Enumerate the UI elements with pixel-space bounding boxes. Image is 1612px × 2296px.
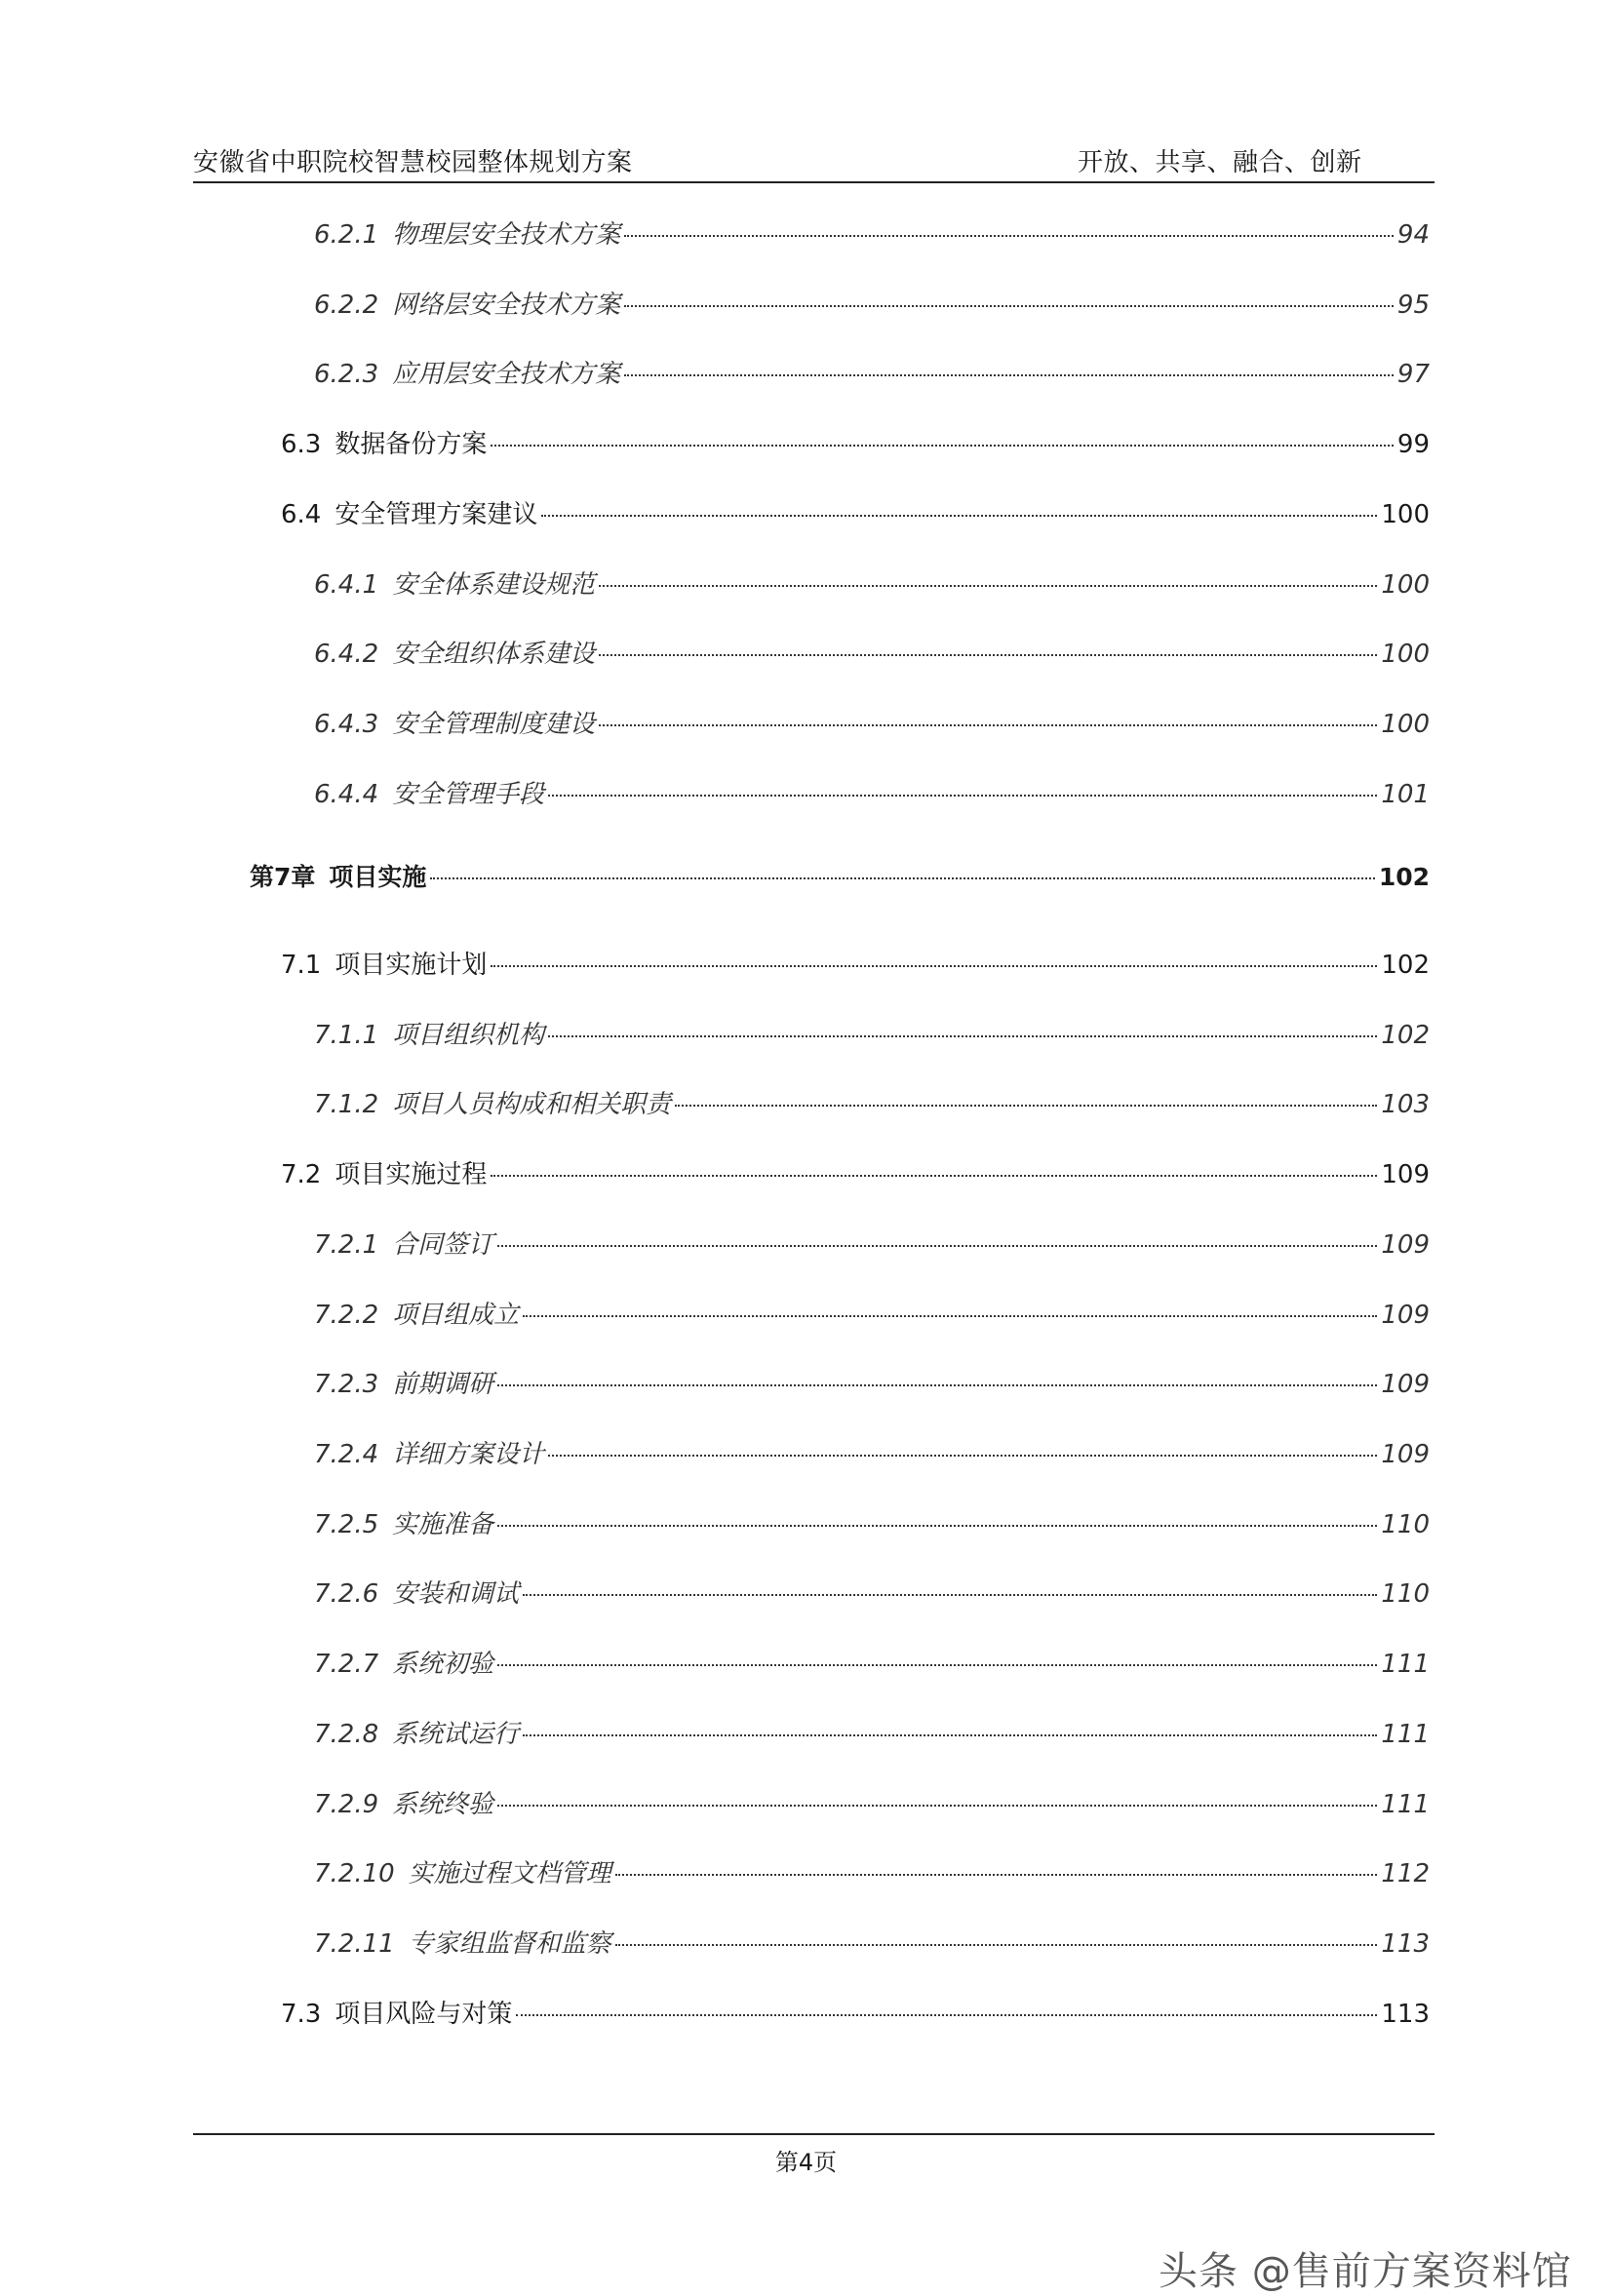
toc-entry-number: 第7章: [250, 863, 316, 891]
toc-entry-page: 102: [1381, 951, 1430, 980]
toc-entry-number: 7.2.10: [314, 1859, 395, 1888]
toc-entry[interactable]: [314, 1225, 1430, 1264]
footer-page-number: 第4页: [774, 2149, 838, 2176]
toc-entry-page: 113: [1381, 2000, 1430, 2029]
toc-entry-page: 97: [1396, 360, 1430, 389]
toc-dot-leader: [599, 724, 1377, 726]
toc-entry-number: 7.2: [281, 1160, 322, 1189]
toc-entry-page: 109: [1381, 1301, 1430, 1330]
toc-dot-leader: [548, 795, 1377, 797]
toc-entry[interactable]: [281, 494, 1430, 533]
toc-entry-number: 7.2.6: [314, 1579, 379, 1609]
footer-divider: [193, 2133, 1435, 2135]
toc-entry-title: 实施准备: [392, 1510, 494, 1539]
toc-entry-number: 6.4.4: [314, 780, 379, 809]
toc-entry-title: 专家组监督和监察: [408, 1929, 611, 1959]
toc-entry-number: 7.2.9: [314, 1790, 379, 1819]
toc-entry-title: 项目组织机构: [392, 1021, 545, 1050]
toc-entry-page: 110: [1381, 1510, 1430, 1539]
toc-entry[interactable]: [314, 634, 1430, 673]
toc-entry-title: 项目组成立: [392, 1301, 520, 1330]
toc-entry-page: 102: [1378, 863, 1430, 891]
toc-entry-page: 109: [1381, 1440, 1430, 1469]
toc-entry-page: 109: [1381, 1160, 1430, 1189]
toc-entry[interactable]: [314, 1853, 1430, 1892]
toc-dot-leader: [497, 1664, 1377, 1666]
toc-entry-page: 100: [1381, 710, 1430, 739]
toc-entry-number: 7.2.5: [314, 1510, 379, 1539]
toc-dot-leader: [541, 515, 1377, 517]
toc-entry-page: 102: [1381, 1021, 1430, 1050]
toc-entry-page: 100: [1381, 500, 1430, 529]
toc-entry-number: 6.2.1: [314, 220, 379, 250]
toc-entry-number: 6.2.3: [314, 360, 379, 389]
toc-dot-leader: [599, 585, 1377, 587]
toc-entry[interactable]: [314, 1295, 1430, 1334]
toc-dot-leader: [491, 445, 1394, 447]
toc-dot-leader: [430, 877, 1374, 879]
toc-entry[interactable]: [281, 1154, 1430, 1193]
toc-entry[interactable]: [250, 858, 1430, 897]
toc-entry-page: 101: [1381, 780, 1430, 809]
toc-dot-leader: [548, 1455, 1377, 1457]
toc-entry-title: 安装和调试: [392, 1579, 520, 1609]
toc-entry-page: 94: [1396, 220, 1430, 250]
toc-entry-page: 99: [1396, 430, 1430, 459]
toc-entry[interactable]: [281, 424, 1430, 463]
toc-entry[interactable]: [314, 1714, 1430, 1753]
toc-entry-page: 111: [1381, 1720, 1430, 1749]
toc-dot-leader: [599, 654, 1377, 656]
toc-entry-number: 6.2.2: [314, 291, 379, 320]
toc-dot-leader: [624, 374, 1394, 376]
toc-entry-title: 物理层安全技术方案: [392, 220, 621, 250]
toc-dot-leader: [615, 1874, 1378, 1876]
watermark: 头条 @售前方案资料馆: [1159, 2249, 1572, 2294]
toc-entry-title: 项目人员构成和相关职责: [392, 1090, 672, 1119]
toc-entry-title: 应用层安全技术方案: [392, 360, 621, 389]
toc-dot-leader: [491, 1175, 1377, 1177]
toc-entry[interactable]: [314, 1015, 1430, 1054]
toc-entry[interactable]: [314, 354, 1430, 393]
toc-dot-leader: [523, 1594, 1377, 1596]
toc-entry-title: 系统初验: [392, 1650, 494, 1679]
toc-entry[interactable]: [281, 1994, 1430, 2033]
toc-entry-number: 7.1.1: [314, 1021, 379, 1050]
toc-entry-page: 103: [1381, 1090, 1430, 1119]
toc-entry[interactable]: [314, 1364, 1430, 1403]
toc-entry-number: 6.4.3: [314, 710, 379, 739]
toc-entry-title: 安全管理方案建议: [334, 500, 538, 529]
toc-entry[interactable]: [314, 214, 1430, 253]
toc-dot-leader: [516, 2014, 1377, 2016]
toc-dot-leader: [523, 1734, 1377, 1736]
toc-entry-number: 7.2.2: [314, 1301, 379, 1330]
toc-entry[interactable]: [314, 285, 1430, 324]
toc-entry-page: 100: [1381, 570, 1430, 600]
toc-entry-title: 系统终验: [392, 1790, 494, 1819]
toc-entry[interactable]: [281, 945, 1430, 984]
toc-entry-page: 111: [1381, 1650, 1430, 1679]
toc-entry-number: 7.2.3: [314, 1370, 379, 1399]
toc-entry-page: 109: [1381, 1230, 1430, 1260]
toc-dot-leader: [497, 1525, 1377, 1527]
toc-entry-title: 系统试运行: [392, 1720, 520, 1749]
toc-entry-number: 6.3: [281, 430, 322, 459]
toc-entry-number: 7.3: [281, 2000, 322, 2029]
toc-dot-leader: [497, 1245, 1377, 1247]
toc-entry[interactable]: [314, 1504, 1430, 1543]
toc-entry-title: 安全体系建设规范: [392, 570, 596, 600]
toc-entry[interactable]: [314, 774, 1430, 813]
toc-entry-page: 112: [1381, 1859, 1430, 1888]
toc-entry-title: 项目实施: [329, 863, 427, 891]
toc-entry-number: 7.2.7: [314, 1650, 379, 1679]
toc-entry-title: 合同签订: [392, 1230, 494, 1260]
toc-entry-number: 7.2.11: [314, 1929, 395, 1959]
toc-entry-number: 7.1: [281, 951, 322, 980]
toc-entry[interactable]: [314, 1084, 1430, 1123]
toc-dot-leader: [624, 305, 1394, 307]
toc-entry[interactable]: [314, 564, 1430, 603]
toc-entry-page: 95: [1396, 291, 1430, 320]
toc-entry-title: 实施过程文档管理: [408, 1859, 611, 1888]
header-slogan: 开放、共享、融合、创新: [1078, 148, 1362, 177]
toc-entry-title: 项目风险与对策: [334, 2000, 513, 2029]
toc-dot-leader: [675, 1105, 1377, 1107]
toc-entry-page: 100: [1381, 640, 1430, 669]
toc-entry-title: 项目实施计划: [334, 951, 488, 980]
toc-entry-number: 7.1.2: [314, 1090, 379, 1119]
toc-entry[interactable]: [314, 1924, 1430, 1963]
toc-entry-page: 110: [1381, 1579, 1430, 1609]
toc-entry-title: 前期调研: [392, 1370, 494, 1399]
toc-entry[interactable]: [314, 1644, 1430, 1683]
toc-entry-number: 7.2.8: [314, 1720, 379, 1749]
toc-entry-number: 6.4.2: [314, 640, 379, 669]
toc-dot-leader: [548, 1035, 1377, 1037]
toc-entry[interactable]: [314, 704, 1430, 743]
toc-entry[interactable]: [314, 1574, 1430, 1613]
toc-entry-number: 6.4.1: [314, 570, 379, 600]
toc-entry-title: 安全组织体系建设: [392, 640, 596, 669]
header-document-title: 安徽省中职院校智慧校园整体规划方案: [193, 148, 633, 177]
toc-entry-number: 6.4: [281, 500, 322, 529]
toc-entry-page: 113: [1381, 1929, 1430, 1959]
toc-entry-page: 109: [1381, 1370, 1430, 1399]
toc-entry-title: 详细方案设计: [392, 1440, 545, 1469]
toc-entry-page: 111: [1381, 1790, 1430, 1819]
toc-entry-number: 7.2.4: [314, 1440, 379, 1469]
toc-entry-title: 网络层安全技术方案: [392, 291, 621, 320]
toc-entry[interactable]: [314, 1784, 1430, 1823]
toc-entry-title: 项目实施过程: [334, 1160, 488, 1189]
toc-entry-number: 7.2.1: [314, 1230, 379, 1260]
toc-dot-leader: [615, 1944, 1378, 1946]
toc-dot-leader: [523, 1315, 1377, 1317]
toc-entry-title: 安全管理手段: [392, 780, 545, 809]
toc-dot-leader: [491, 965, 1377, 967]
toc-dot-leader: [497, 1805, 1377, 1807]
toc-entry-title: 安全管理制度建设: [392, 710, 596, 739]
toc-dot-leader: [497, 1384, 1377, 1386]
toc-entry[interactable]: [314, 1434, 1430, 1473]
toc-entry-title: 数据备份方案: [334, 430, 488, 459]
toc-dot-leader: [624, 235, 1394, 237]
